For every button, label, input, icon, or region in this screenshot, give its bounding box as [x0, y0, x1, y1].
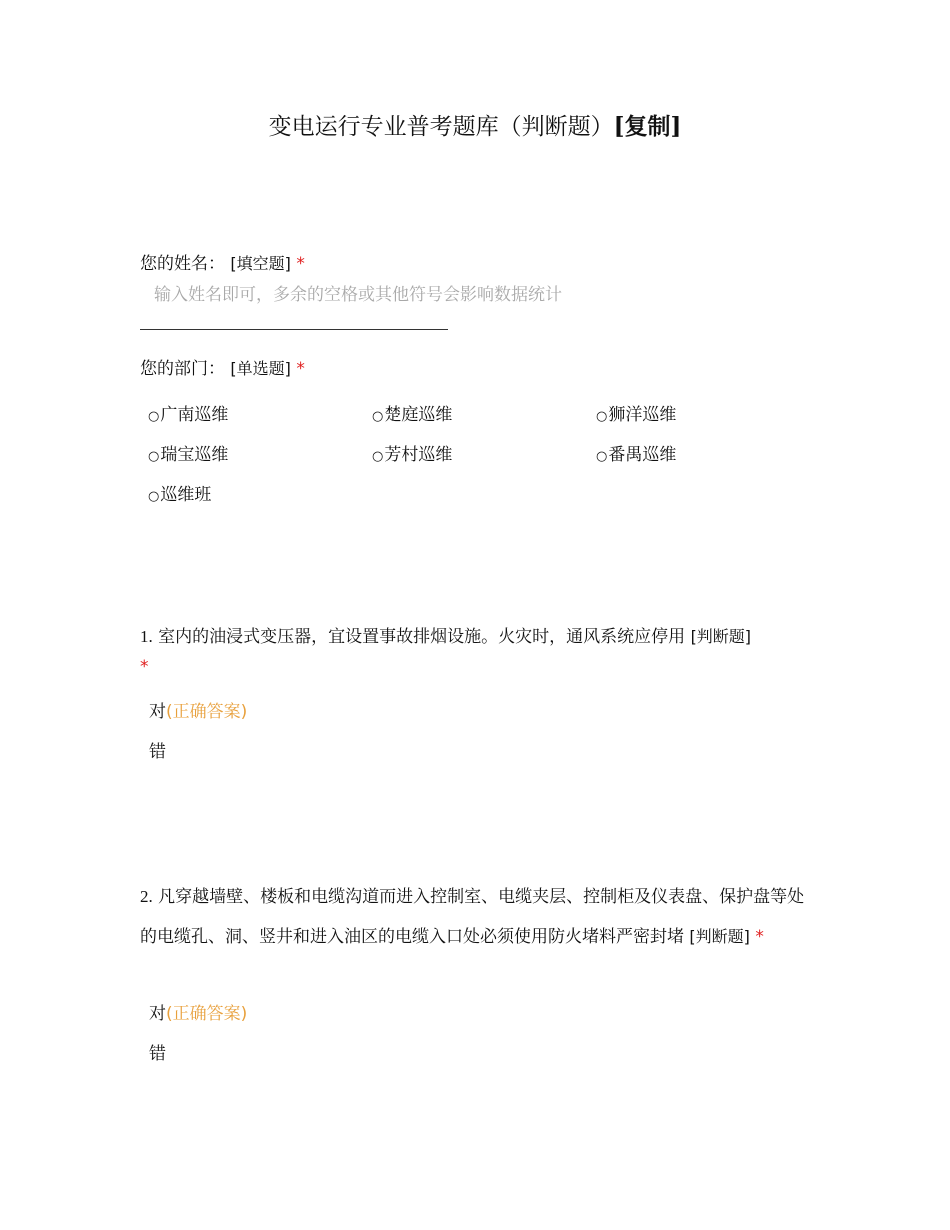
dept-option-label: 巡维班 [160, 485, 212, 505]
dept-question-type: [单选题] [230, 359, 291, 378]
dept-option-shiyang[interactable] [596, 403, 676, 429]
correct-answer-note: (正确答案) [166, 1004, 248, 1024]
radio-circle-icon[interactable]: ○ [372, 449, 384, 464]
q2-option-false[interactable] [149, 1042, 166, 1066]
dept-question-label: 您的部门： [140, 359, 225, 379]
dept-option-xunweiban[interactable] [148, 483, 211, 509]
q1-option-true[interactable] [149, 700, 247, 724]
required-mark: * [140, 657, 149, 677]
q2-option-true[interactable] [149, 1002, 247, 1026]
option-label: 对 [149, 702, 166, 722]
question-1 [140, 622, 820, 682]
question-type: [判断题] [689, 927, 750, 946]
copy-tag: [复制] [613, 113, 682, 140]
dept-option-label: 芳村巡维 [384, 445, 453, 465]
page-title-text: 变电运行专业普考题库（判断题） [268, 114, 614, 140]
question-number: 1. [140, 627, 153, 646]
question-text: 室内的油浸式变压器，宜设置事故排烟设施。火灾时，通风系统应停用 [158, 627, 686, 647]
dept-option-chuting[interactable] [372, 403, 452, 429]
name-question-label: 您的姓名： [140, 254, 225, 274]
dept-option-label: 番禺巡维 [608, 445, 677, 465]
q1-option-false[interactable] [149, 740, 166, 764]
radio-circle-icon[interactable]: ○ [596, 449, 608, 464]
name-input-placeholder[interactable]: 输入姓名即可，多余的空格或其他符号会影响数据统计 [154, 285, 562, 305]
question-text: 凡穿越墙壁、楼板和电缆沟道而进入控制室、电缆夹层、控制柜及仪表盘、保护盘等处的电缆孔、洞、竖井和进入油区的电缆入口处必须使用防火堵料严密封堵 [140, 887, 805, 947]
required-mark: * [755, 927, 764, 947]
dept-option-label: 广南巡维 [160, 405, 229, 425]
question-type: [判断题] [690, 627, 752, 646]
name-input-underline[interactable] [140, 329, 448, 330]
radio-circle-icon[interactable]: ○ [148, 409, 160, 424]
required-mark: * [296, 359, 305, 379]
dept-option-panyu[interactable] [596, 443, 676, 469]
page-title [0, 110, 950, 144]
radio-circle-icon[interactable]: ○ [596, 409, 608, 424]
radio-circle-icon[interactable]: ○ [148, 449, 160, 464]
dept-option-guangnan[interactable] [148, 403, 228, 429]
dept-option-label: 楚庭巡维 [384, 405, 453, 425]
dept-option-label: 狮洋巡维 [608, 405, 677, 425]
correct-answer-note: (正确答案) [166, 702, 248, 722]
question-2 [140, 877, 820, 957]
dept-option-label: 瑞宝巡维 [160, 445, 229, 465]
question-number: 2. [140, 887, 153, 906]
option-label: 错 [149, 1044, 166, 1064]
option-label: 错 [149, 742, 166, 762]
dept-question-header [140, 357, 305, 381]
dept-option-fangcun[interactable] [372, 443, 452, 469]
name-question-header [140, 252, 305, 276]
dept-option-ruibao[interactable] [148, 443, 228, 469]
radio-circle-icon[interactable]: ○ [372, 409, 384, 424]
name-question-type: [填空题] [230, 254, 291, 273]
radio-circle-icon[interactable]: ○ [148, 489, 160, 504]
option-label: 对 [149, 1004, 166, 1024]
required-mark: * [296, 254, 305, 274]
